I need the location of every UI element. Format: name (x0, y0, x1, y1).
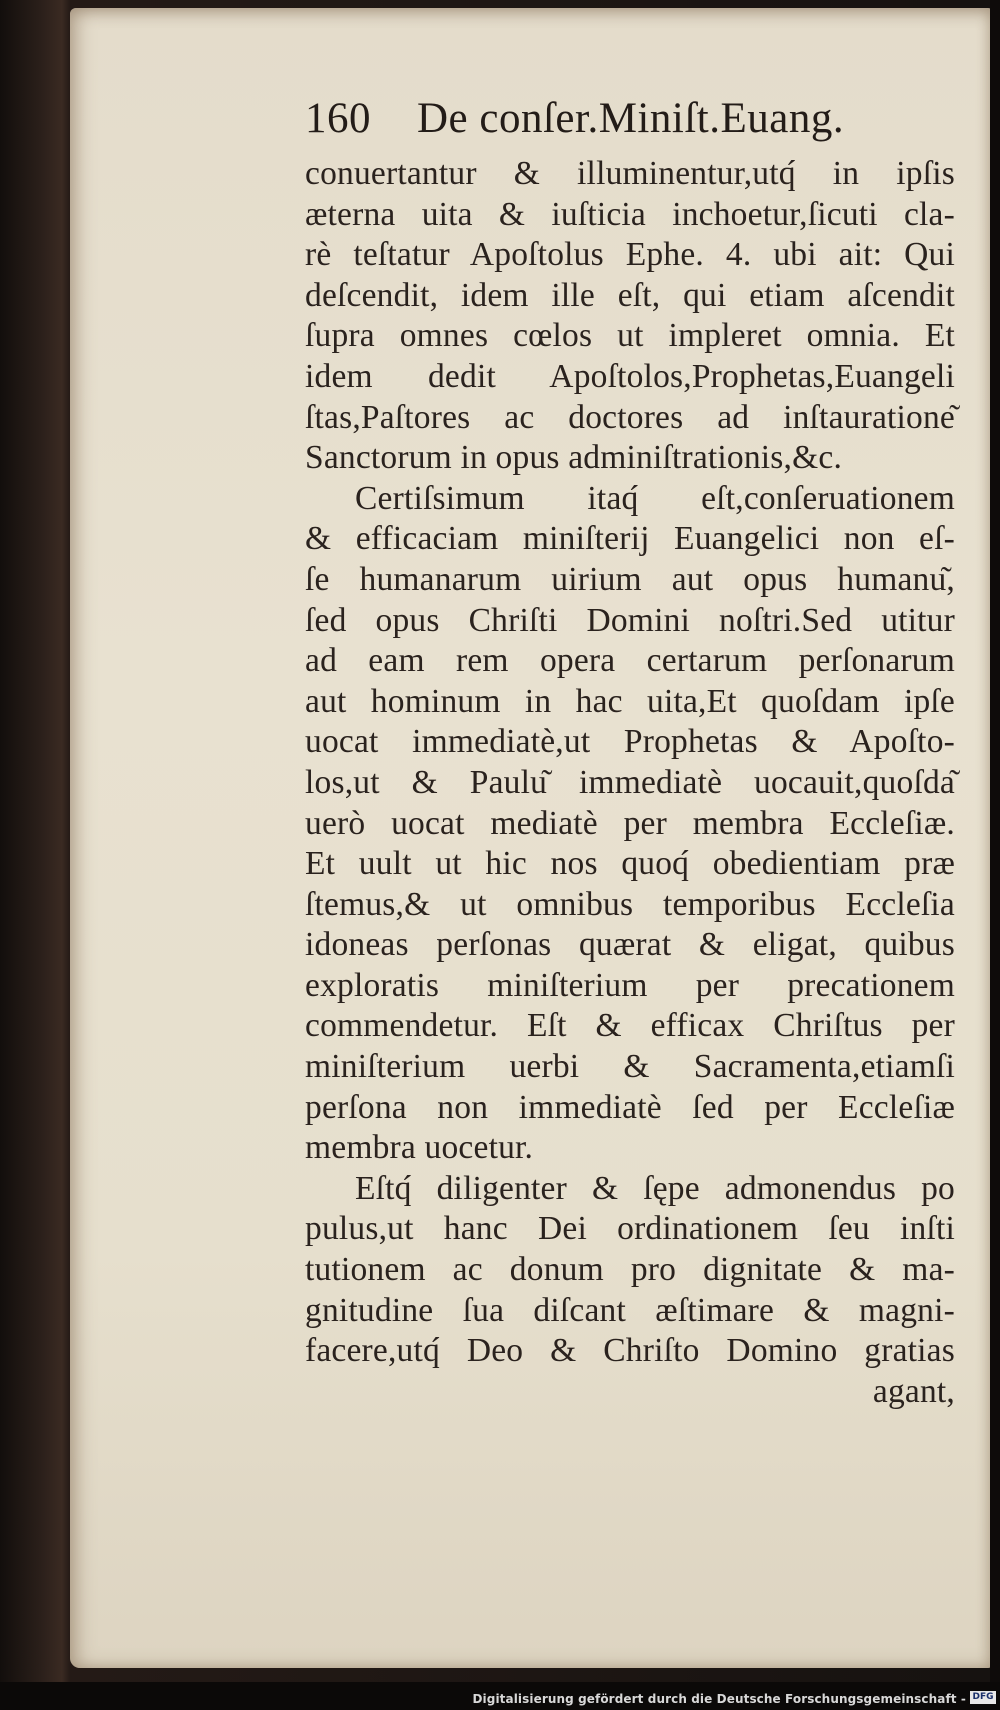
text-line: ſtemus,& ut omnibus temporibus Eccleſia (305, 885, 955, 923)
text-line: membra uocetur. (305, 1129, 534, 1167)
text-line: Sanctorum in opus adminiſtrationis,&c. (305, 439, 843, 477)
text-line: ſtas,Paſtores ac doctores ad inſtauratione͂ (305, 398, 955, 436)
text-line: ſupra omnes cœlos ut impleret omnia. Et (305, 317, 955, 355)
text-line: Et uult ut hic nos quoq́ obedientiam præ (305, 845, 955, 883)
text-line: perſona non immediatè ſed per Eccleſiæ (305, 1088, 955, 1126)
text-line: miniſterium uerbi & Sacramenta,etiamſi (305, 1048, 955, 1086)
text-line-indented: Certiſsimum itaq́ eſt,conſeruationem (355, 479, 955, 517)
text-line: idem dedit Apoſtolos,Prophetas,Euangeli (305, 357, 955, 395)
page-edge-shadow (990, 0, 1000, 1710)
text-line: aut hominum in hac uita,Et quoſdam ipſe (305, 682, 955, 720)
text-line: uocat immediatè,ut Prophetas & Apoſto- (305, 723, 955, 761)
text-line: pulus,ut hanc Dei ordinationem ſeu inſti (305, 1210, 955, 1248)
text-line: tutionem ac donum pro dignitate & ma- (305, 1251, 955, 1289)
running-title: De conſer.Miniſt.Euang. (417, 95, 845, 142)
page-number: 160 (305, 95, 371, 142)
text-line: deſcendit, idem ille eſt, qui etiam aſcendit (305, 276, 955, 314)
text-line: ad eam rem opera certarum perſonarum (305, 642, 955, 680)
funding-credit: Digitalisierung gefördert durch die Deutsche Forschungsgemeinschaft - (472, 1692, 966, 1706)
text-line: ſed opus Chriſti Domini noſtri.Sed utitur (305, 601, 955, 639)
text-line: gnitudine ſua diſcant æſtimare & magni- (305, 1291, 955, 1329)
digitization-footer (0, 1682, 1000, 1710)
text-line: commendetur. Eſt & efficax Chriſtus per (305, 1007, 955, 1045)
text-line: & efficaciam miniſterij Euangelici non eſ- (305, 520, 955, 558)
text-line: los,ut & Paulu͂ immediatè uocauit,quoſda͂ (305, 763, 955, 801)
text-line: conuertantur & illuminentur,utq́ in ipſis (305, 155, 955, 192)
text-line: uerò uocat mediatè per membra Eccleſiæ. (305, 804, 955, 842)
text-line: rè teſtatur Apoſtolus Ephe. 4. ubi ait: Qui (305, 236, 955, 274)
page-text-block (305, 84, 955, 1412)
text-line: facere,utq́ Deo & Chriſto Domino gratias (305, 1332, 955, 1370)
text-line: exploratis miniſterium per precationem (305, 966, 955, 1004)
text-line: idoneas perſonas quærat & eligat, quibus (305, 926, 955, 964)
running-header (305, 84, 955, 154)
text-line-indented: Eſtq́ diligenter & ſępe admonendus po (355, 1169, 955, 1207)
text-line: æterna uita & iuſticia inchoetur,ſicuti cla- (305, 195, 955, 233)
text-line: ſe humanarum uirium aut opus humanu͂, (305, 560, 955, 598)
catchword: agant, (872, 1372, 955, 1410)
dfg-logo-icon: DFG (970, 1691, 996, 1704)
